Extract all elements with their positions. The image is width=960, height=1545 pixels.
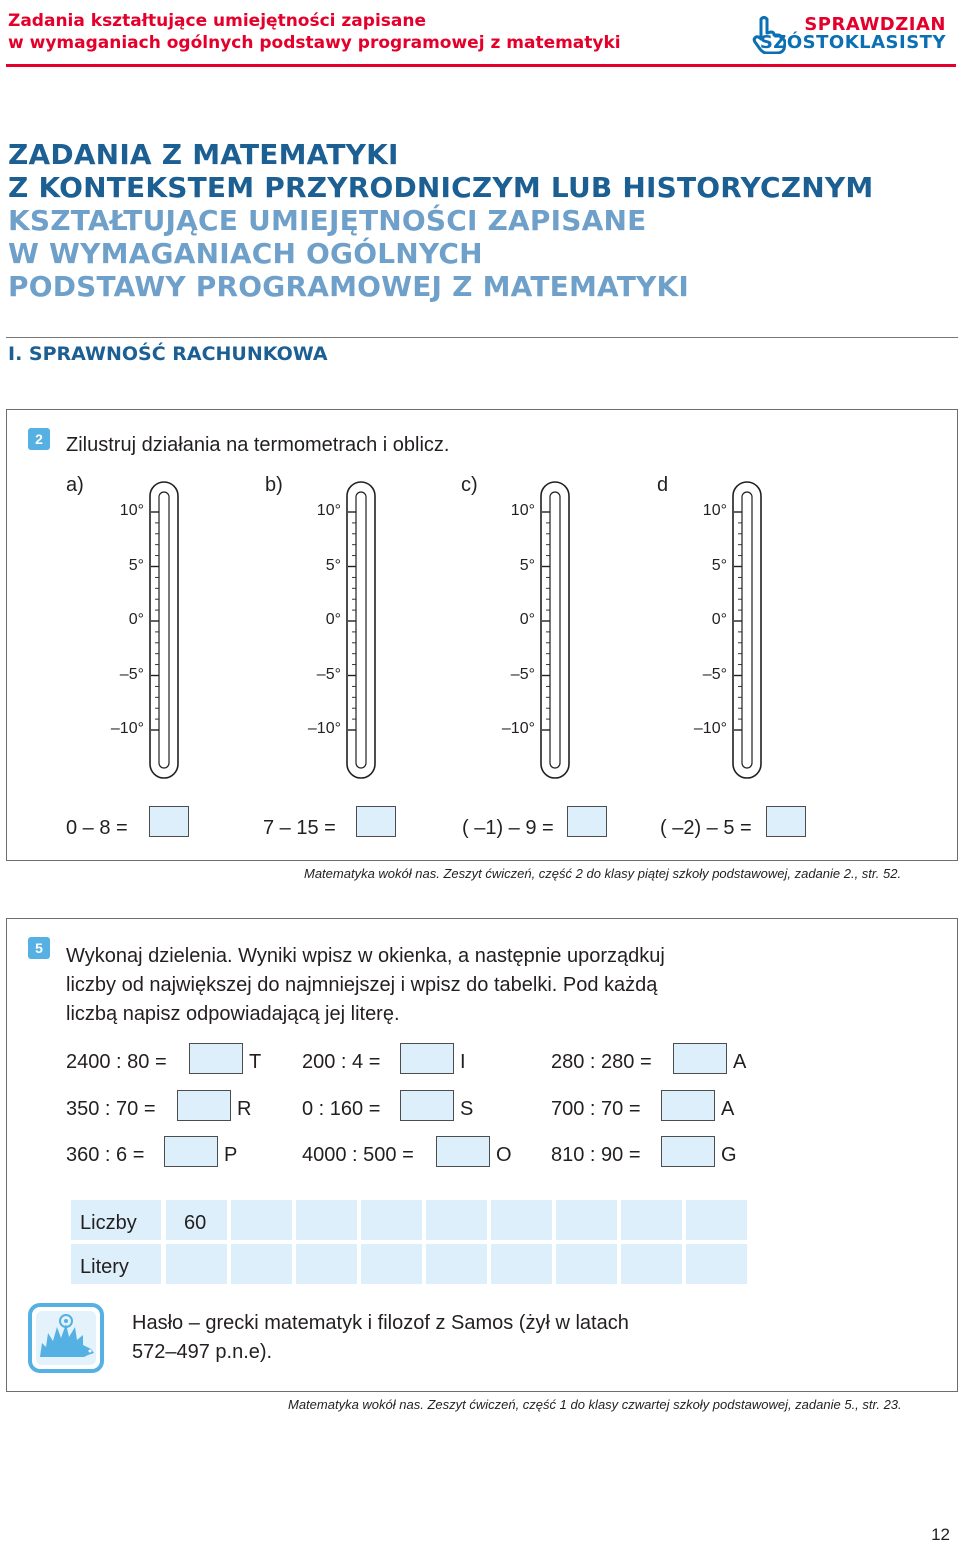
thermometer-scale-label: 5° [519, 556, 535, 574]
division-expr: 360 : 6 = [66, 1144, 145, 1166]
thermometer-scale-label: 5° [711, 556, 727, 574]
thermometer-scale-label: 0° [128, 611, 144, 628]
answer-box-d[interactable] [766, 806, 806, 837]
thermometer-scale-label: –5° [119, 665, 144, 683]
thermometer-scale-label: 10° [510, 502, 535, 519]
table-cell[interactable] [621, 1244, 682, 1284]
table-cell[interactable] [621, 1200, 682, 1240]
thermometer-scale-label: 0° [519, 611, 535, 628]
division-expr: 2400 : 80 = [66, 1051, 167, 1073]
table-first-number: 60 [184, 1212, 207, 1234]
thermometer [723, 478, 783, 788]
division-expr: 280 : 280 = [551, 1051, 652, 1073]
thermometer-scale-label: 10° [119, 502, 144, 519]
task-5-instruction [66, 942, 665, 1029]
task-5-source: Matematyka wokół nas. Zeszyt ćwiczeń, część 1 do klasy czwartej szkoły podstawowej, zadanie 5., str. 23. [288, 1397, 902, 1412]
division-letter: T [249, 1051, 262, 1073]
hint-text [132, 1309, 629, 1367]
hint-line1: Hasło – grecki matematyk i filozof z Samos (żył w latach [132, 1312, 629, 1334]
thermometer-label: a) [66, 474, 84, 496]
thermometer-scale-label: 0° [711, 611, 727, 628]
table-cell[interactable] [231, 1244, 292, 1284]
thermometer-scale-label: 10° [702, 502, 727, 519]
thermometer [337, 478, 397, 788]
division-letter: S [460, 1098, 474, 1120]
task-2-number: 2 [28, 428, 50, 450]
header-brand [760, 16, 946, 52]
division-expr: 700 : 70 = [551, 1098, 641, 1120]
header-title-line2: w wymaganiach ogólnych podstawy programowej z matematyki [8, 33, 621, 53]
thermometer [140, 478, 200, 788]
division-letter: P [224, 1144, 238, 1166]
table-cell[interactable] [296, 1200, 357, 1240]
table-cell[interactable] [426, 1200, 487, 1240]
division-letter: R [237, 1098, 252, 1120]
section-heading: I. SPRAWNOŚĆ RACHUNKOWA [8, 343, 328, 365]
table-cell[interactable] [361, 1200, 422, 1240]
task-2-instruction: Zilustruj działania na termometrach i oblicz. [66, 434, 450, 456]
table-header-numbers: Liczby [80, 1212, 137, 1234]
division-answer-box[interactable] [436, 1136, 490, 1167]
division-expr: 200 : 4 = [302, 1051, 381, 1073]
division-expr: 0 : 160 = [302, 1098, 381, 1120]
equation-a: 0 – 8 = [66, 817, 128, 839]
division-answer-box[interactable] [164, 1136, 218, 1167]
thermometer-scale-label: 10° [316, 502, 341, 519]
division-letter: A [733, 1051, 747, 1073]
equation-b: 7 – 15 = [263, 817, 336, 839]
table-cell[interactable] [686, 1200, 747, 1240]
answer-box-c[interactable] [567, 806, 607, 837]
thermometer-scale-label: –10° [501, 720, 535, 737]
thermometer-scale-label: –5° [316, 665, 341, 683]
division-expr: 350 : 70 = [66, 1098, 156, 1120]
division-letter: G [721, 1144, 737, 1166]
header-title [8, 10, 621, 54]
thermometer-label: d [657, 474, 669, 496]
task-2-source: Matematyka wokół nas. Zeszyt ćwiczeń, część 2 do klasy piątej szkoły podstawowej, zadanie 2., str. 52. [304, 866, 902, 881]
table-cell[interactable] [296, 1244, 357, 1284]
equation-d: ( –2) – 5 = [660, 817, 752, 839]
hedgehog-icon [28, 1303, 104, 1373]
thermometer-label: c) [461, 474, 478, 496]
thermometer-scale-label: –10° [110, 720, 144, 737]
thermometer-scale-label: –10° [307, 720, 341, 737]
instruction-line1: Wykonaj dzielenia. Wyniki wpisz w okienka, a następnie uporządkuj [66, 945, 665, 967]
table-cell[interactable] [556, 1244, 617, 1284]
table-cell[interactable] [426, 1244, 487, 1284]
title-line4: W WYMAGANIACH OGÓLNYCH [8, 237, 483, 270]
table-cell[interactable] [686, 1244, 747, 1284]
division-answer-box[interactable] [673, 1043, 727, 1074]
equation-c: ( –1) – 9 = [462, 817, 554, 839]
thermometer-scale-label: –5° [702, 665, 727, 683]
division-answer-box[interactable] [400, 1090, 454, 1121]
division-letter: I [460, 1051, 466, 1073]
thermometer-label: b) [265, 474, 283, 496]
thermometer-scale-label: –5° [510, 665, 535, 683]
title-line5: PODSTAWY PROGRAMOWEJ Z MATEMATYKI [8, 270, 690, 303]
thermometer-scale-label: 5° [325, 556, 341, 574]
table-cell[interactable] [491, 1200, 552, 1240]
thermometer-scale-label: 0° [325, 611, 341, 628]
division-expr: 4000 : 500 = [302, 1144, 414, 1166]
instruction-line3: liczbą napisz odpowiadającą jej literę. [66, 1003, 400, 1025]
answer-box-a[interactable] [149, 806, 189, 837]
division-answer-box[interactable] [189, 1043, 243, 1074]
division-answer-box[interactable] [400, 1043, 454, 1074]
table-cell[interactable] [166, 1244, 227, 1284]
hint-line2: 572–497 p.n.e). [132, 1341, 273, 1363]
table-header-letters: Litery [80, 1256, 129, 1278]
division-letter: A [721, 1098, 735, 1120]
page-title [8, 138, 873, 303]
header-divider [6, 64, 956, 67]
page-number: 12 [931, 1525, 950, 1544]
table-cell[interactable] [556, 1200, 617, 1240]
division-letter: O [496, 1144, 512, 1166]
brand-line1: SPRAWDZIAN [804, 14, 946, 35]
section-divider [6, 337, 958, 338]
brand-line2: SZÓSTOKLASISTY [759, 32, 946, 53]
division-answer-box[interactable] [661, 1090, 715, 1121]
thermometer-scale-label: 5° [128, 556, 144, 574]
table-cell[interactable] [491, 1244, 552, 1284]
title-line1: ZADANIA Z MATEMATYKI [8, 138, 399, 171]
task-5-number: 5 [28, 937, 50, 959]
header-title-line1: Zadania kształtujące umiejętności zapisane [8, 11, 427, 31]
thermometer [531, 478, 591, 788]
division-answer-box[interactable] [177, 1090, 231, 1121]
instruction-line2: liczby od największej do najmniejszej i wpisz do tabelki. Pod każdą [66, 974, 658, 996]
division-answer-box[interactable] [661, 1136, 715, 1167]
title-line3: KSZTAŁTUJĄCE UMIEJĘTNOŚCI ZAPISANE [8, 204, 647, 237]
thermometer-scale-label: –10° [693, 720, 727, 737]
division-expr: 810 : 90 = [551, 1144, 641, 1166]
answer-box-b[interactable] [356, 806, 396, 837]
title-line2: Z KONTEKSTEM PRZYRODNICZYM LUB HISTORYCZNYM [8, 171, 874, 204]
table-cell[interactable] [231, 1200, 292, 1240]
table-cell[interactable] [361, 1244, 422, 1284]
